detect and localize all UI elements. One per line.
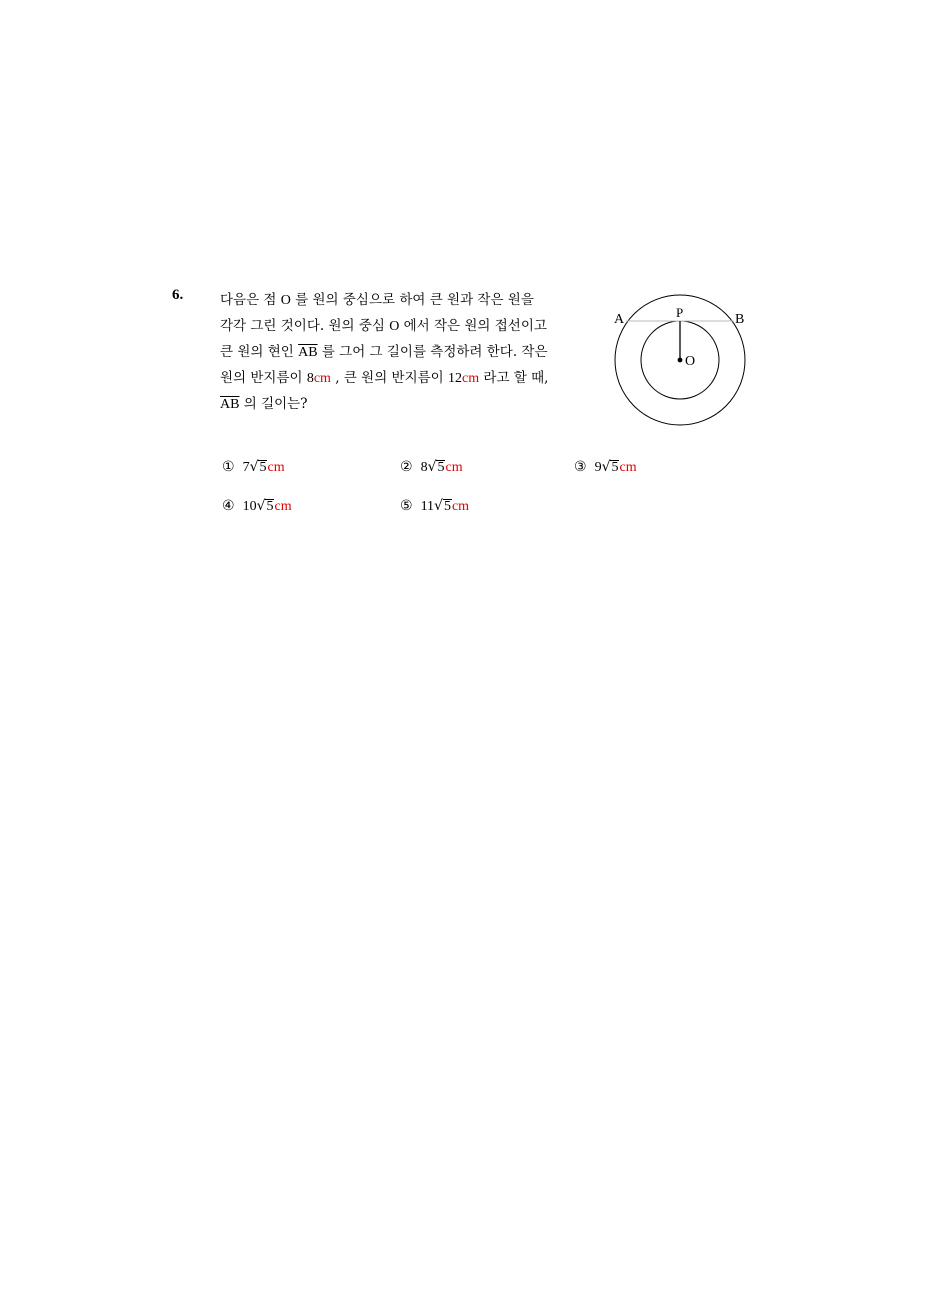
choice-coefficient: 8	[420, 460, 428, 475]
radical-sign: √	[256, 498, 266, 514]
sqrt-expression	[428, 455, 446, 480]
radical-sign: √	[601, 459, 611, 475]
question-line	[220, 339, 592, 365]
choice-5[interactable]	[400, 494, 469, 518]
unit-label: cm	[462, 371, 480, 386]
choice-marker: ③	[574, 459, 587, 475]
question-text	[220, 287, 592, 417]
label-o: O	[685, 354, 696, 369]
question-line	[220, 391, 592, 417]
choice-marker: ⑤	[400, 498, 413, 514]
segment-notation: $\overline{AB}$	[298, 345, 318, 360]
question-text-segment: 라고 할 때,	[479, 370, 549, 386]
math-symbol: 12	[448, 371, 462, 386]
question-text-segment: 원의 반지름이	[220, 370, 307, 386]
choice-coefficient: 9	[594, 460, 602, 475]
choice-marker: ④	[222, 498, 235, 514]
question-line	[220, 287, 592, 313]
unit-label: cm	[619, 460, 637, 475]
choice-3[interactable]	[574, 455, 637, 479]
choice-4[interactable]	[222, 494, 292, 518]
answer-choices	[222, 455, 722, 535]
label-b: B	[735, 312, 745, 327]
choice-marker: ②	[400, 459, 413, 475]
question-text-segment: 각각 그린 것이다. 원의 중심	[220, 318, 390, 334]
question-text-segment: 를 그어 그 길이를 측정하려 한다. 작은	[317, 344, 548, 360]
sqrt-expression	[250, 455, 268, 480]
radicand: 5	[437, 460, 445, 475]
choice-1[interactable]	[222, 455, 285, 479]
radicand: 5	[611, 460, 619, 475]
question-text-segment: 다음은 점	[220, 292, 281, 308]
sqrt-expression	[257, 494, 275, 519]
unit-label: cm	[274, 499, 292, 514]
radicand: 5	[443, 499, 451, 514]
radicand: 5	[266, 499, 274, 514]
problem-number: 6.	[172, 287, 184, 303]
radical-sign: √	[434, 498, 443, 514]
sqrt-expression	[602, 455, 620, 480]
math-symbol: 8	[306, 371, 314, 386]
math-symbol: O	[389, 319, 400, 334]
radical-sign: √	[427, 459, 437, 475]
question-text-segment: 큰 원의 현인	[220, 344, 299, 360]
choice-coefficient: 7	[242, 460, 250, 475]
choice-2[interactable]	[400, 455, 463, 479]
question-text-segment: 의 길이는?	[239, 396, 308, 412]
sqrt-expression	[434, 494, 452, 519]
radical-sign: √	[249, 459, 259, 475]
math-symbol: O	[280, 293, 291, 308]
unit-label: cm	[451, 499, 470, 514]
question-line	[220, 365, 592, 391]
label-p: P	[676, 305, 684, 320]
choice-marker: ①	[222, 459, 235, 475]
unit-label: cm	[445, 460, 463, 475]
circle-figure	[606, 290, 756, 430]
question-text-segment: , 큰 원의 반지름이	[330, 370, 448, 386]
choice-coefficient: 11	[420, 499, 435, 514]
question-text-segment: 를 원의 중심으로 하여 큰 원과 작은 원을	[290, 292, 534, 308]
center-point	[678, 358, 683, 363]
question-text-segment: 에서 작은 원의 접선이고	[399, 318, 547, 334]
label-a: A	[614, 312, 625, 327]
question-line	[220, 313, 592, 339]
choice-coefficient: 10	[242, 499, 257, 514]
unit-label: cm	[313, 371, 331, 386]
unit-label: cm	[267, 460, 285, 475]
radicand: 5	[259, 460, 267, 475]
segment-notation: $\overline{AB}$	[220, 397, 240, 412]
